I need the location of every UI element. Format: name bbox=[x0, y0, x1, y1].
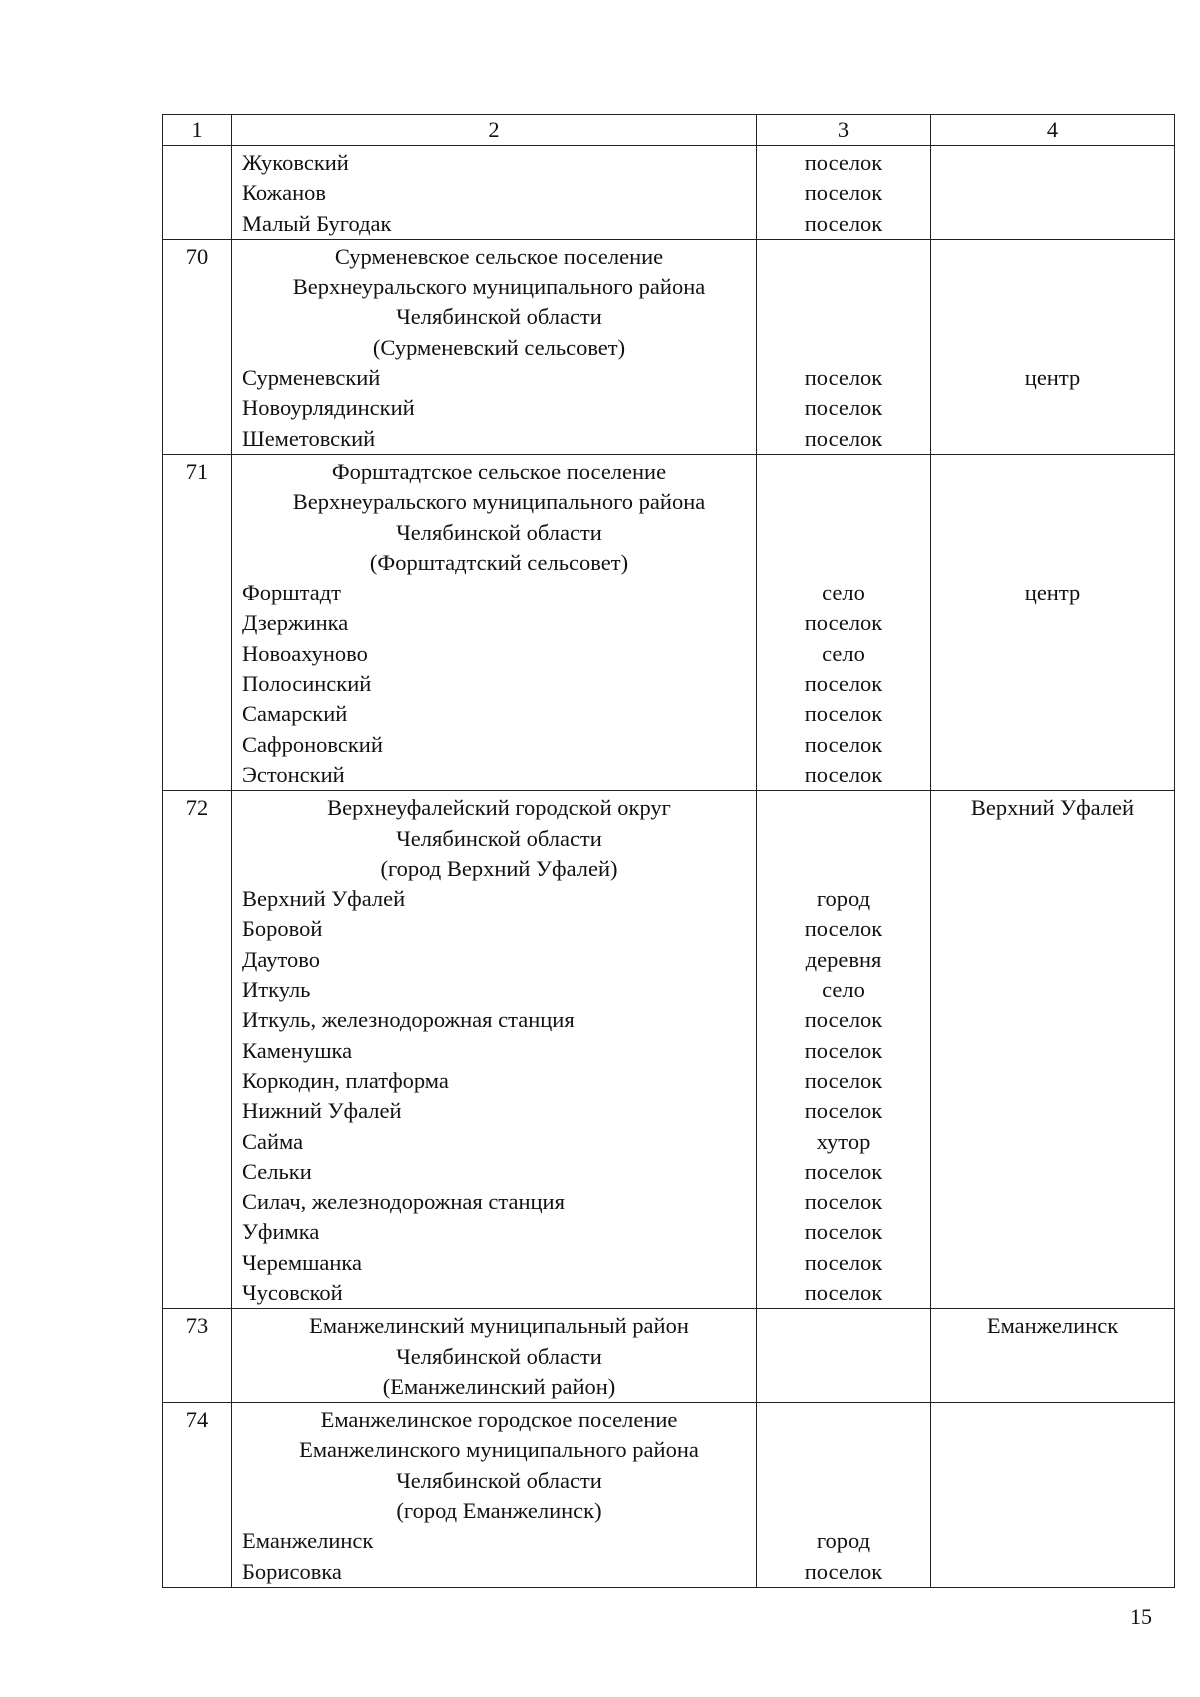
table-header-row bbox=[163, 115, 1175, 146]
spacer bbox=[757, 333, 930, 363]
municipality-title-line: Еманжелинского муниципального района bbox=[299, 1437, 699, 1463]
spacer bbox=[757, 1405, 930, 1435]
settlement-type: город bbox=[816, 886, 871, 912]
table-row bbox=[163, 791, 1175, 1309]
settlement-type-cell bbox=[757, 1403, 931, 1588]
row-number: 74 bbox=[185, 1407, 209, 1433]
admin-center: Еманжелинск bbox=[986, 1313, 1119, 1339]
municipality-title-line: Форштадтское сельское поселение bbox=[331, 458, 667, 484]
admin-center-cell bbox=[931, 146, 1175, 240]
settlement-name: Еманжелинск bbox=[242, 1528, 374, 1554]
row-number bbox=[163, 148, 231, 178]
settlement-type: поселок bbox=[804, 180, 883, 206]
municipality-title-line: Сурменевское сельское поселение bbox=[334, 243, 664, 269]
spacer bbox=[757, 302, 930, 332]
row-number-cell bbox=[163, 239, 232, 454]
row-number: 72 bbox=[185, 795, 209, 821]
settlement-type: село bbox=[822, 977, 865, 1003]
municipality-title-line: Верхнеуральского муниципального района bbox=[292, 274, 706, 300]
settlement-name: Даутово bbox=[242, 946, 320, 972]
settlement-type: деревня bbox=[805, 946, 882, 972]
municipality-cell bbox=[232, 791, 757, 1309]
municipality-title-line: Еманжелинский муниципальный район bbox=[309, 1313, 689, 1339]
spacer bbox=[757, 793, 930, 823]
settlement-type: поселок bbox=[804, 731, 883, 757]
settlement-type: село bbox=[822, 640, 865, 666]
spacer bbox=[757, 1435, 930, 1465]
spacer bbox=[931, 242, 1174, 272]
table-row bbox=[163, 239, 1175, 454]
municipality-title-line: Челябинской области bbox=[396, 1343, 602, 1369]
row-number-cell bbox=[163, 1403, 232, 1588]
settlement-name: Эстонский bbox=[242, 761, 345, 787]
header-cell-1: 1 bbox=[163, 115, 232, 146]
settlement-type: поселок bbox=[804, 1007, 883, 1033]
municipality-title-line: Челябинской области bbox=[396, 519, 602, 545]
admin-center: центр bbox=[1024, 580, 1081, 606]
spacer bbox=[757, 272, 930, 302]
settlement-name: Коркодин, платформа bbox=[242, 1067, 449, 1093]
settlement-type: город bbox=[816, 1528, 871, 1554]
municipality-title-line: Челябинской области bbox=[396, 304, 602, 330]
settlement-type: поселок bbox=[804, 671, 883, 697]
municipality-title-line: Челябинской области bbox=[396, 1467, 602, 1493]
spacer bbox=[931, 457, 1174, 487]
settlement-name: Борисовка bbox=[242, 1558, 342, 1584]
settlement-type: поселок bbox=[804, 916, 883, 942]
municipality-title-line: (Сурменевский сельсовет) bbox=[372, 334, 626, 360]
table-row bbox=[163, 1403, 1175, 1588]
admin-center: Верхний Уфалей bbox=[970, 795, 1135, 821]
spacer bbox=[757, 242, 930, 272]
settlement-name: Нижний Уфалей bbox=[242, 1098, 402, 1124]
settlement-name: Каменушка bbox=[242, 1037, 353, 1063]
settlement-type: поселок bbox=[804, 425, 883, 451]
municipality-title-line: (Форштадтский сельсовет) bbox=[369, 549, 629, 575]
settlement-type: поселок bbox=[804, 761, 883, 787]
municipality-title-line: (город Еманжелинск) bbox=[396, 1498, 602, 1524]
settlement-type: поселок bbox=[804, 150, 883, 175]
settlement-type: поселок bbox=[804, 1219, 883, 1245]
settlement-type: поселок bbox=[804, 1189, 883, 1215]
spacer bbox=[757, 487, 930, 517]
municipality-title-line: Еманжелинское городское поселение bbox=[320, 1407, 678, 1433]
spacer bbox=[931, 272, 1174, 302]
spacer bbox=[931, 548, 1174, 578]
spacer bbox=[757, 1372, 930, 1402]
settlement-name: Полосинский bbox=[242, 671, 372, 697]
spacer bbox=[757, 1496, 930, 1526]
settlement-type: село bbox=[822, 580, 865, 606]
settlement-name: Силач, железнодорожная станция bbox=[242, 1189, 565, 1215]
settlement-type-cell bbox=[757, 239, 931, 454]
page-number: 15 bbox=[1130, 1604, 1152, 1629]
row-number: 73 bbox=[185, 1313, 209, 1339]
admin-center: центр bbox=[1024, 365, 1081, 391]
settlement-name: Сафроновский bbox=[242, 731, 383, 757]
municipality-title-line: (город Верхний Уфалей) bbox=[380, 855, 618, 881]
header-cell-4: 4 bbox=[931, 115, 1175, 146]
settlement-name: Форштадт bbox=[242, 580, 341, 606]
row-number: 70 bbox=[185, 243, 209, 269]
spacer bbox=[757, 518, 930, 548]
settlement-name: Боровой bbox=[242, 916, 323, 942]
settlement-type: поселок bbox=[804, 210, 883, 236]
spacer bbox=[757, 548, 930, 578]
table-row bbox=[163, 146, 1175, 240]
admin-center-cell bbox=[931, 1403, 1175, 1588]
settlement-type: хутор bbox=[816, 1128, 871, 1154]
settlement-name: Малый Бугодак bbox=[242, 210, 392, 236]
settlement-name: Шеметовский bbox=[242, 425, 376, 451]
settlement-name: Верхний Уфалей bbox=[242, 886, 406, 912]
municipality-cell bbox=[232, 1403, 757, 1588]
settlement-name: Самарский bbox=[242, 701, 348, 727]
header-cell-3: 3 bbox=[757, 115, 931, 146]
spacer bbox=[931, 518, 1174, 548]
settlement-type: поселок bbox=[804, 1558, 883, 1584]
settlement-name: Черемшанка bbox=[242, 1249, 363, 1275]
header-cell-2: 2 bbox=[232, 115, 757, 146]
settlement-type: поселок bbox=[804, 1067, 883, 1093]
municipality-title-line: (Еманжелинский район) bbox=[382, 1373, 616, 1399]
admin-center-cell bbox=[931, 1309, 1175, 1403]
row-number-cell bbox=[163, 146, 232, 240]
settlement-name: Иткуль, железнодорожная станция bbox=[242, 1007, 575, 1033]
admin-center-cell bbox=[931, 454, 1175, 790]
settlement-type-cell bbox=[757, 791, 931, 1309]
row-number: 71 bbox=[185, 458, 209, 484]
spacer bbox=[757, 457, 930, 487]
settlement-type: поселок bbox=[804, 365, 883, 391]
settlement-name: Сурменевский bbox=[242, 365, 381, 391]
table-row bbox=[163, 454, 1175, 790]
settlement-name: Кожанов bbox=[242, 180, 327, 206]
spacer bbox=[757, 854, 930, 884]
admin-center-cell bbox=[931, 239, 1175, 454]
settlement-type-cell bbox=[757, 146, 931, 240]
spacer bbox=[931, 487, 1174, 517]
settlement-name: Новоахуново bbox=[242, 640, 368, 666]
municipality-cell bbox=[232, 239, 757, 454]
settlement-name: Чусовской bbox=[242, 1279, 343, 1305]
settlement-name: Уфимка bbox=[242, 1219, 320, 1245]
settlement-type-cell bbox=[757, 454, 931, 790]
spacer bbox=[931, 333, 1174, 363]
settlement-name: Сайма bbox=[242, 1128, 304, 1154]
settlement-type-cell bbox=[757, 1309, 931, 1403]
spacer bbox=[931, 302, 1174, 332]
row-number-cell bbox=[163, 791, 232, 1309]
settlement-name: Сельки bbox=[242, 1158, 312, 1184]
row-number-cell bbox=[163, 1309, 232, 1403]
municipality-cell bbox=[232, 146, 757, 240]
spacer bbox=[757, 1342, 930, 1372]
admin-center-cell bbox=[931, 791, 1175, 1309]
settlement-name: Новоурлядинский bbox=[242, 395, 415, 421]
municipality-title-line: Верхнеуральского муниципального района bbox=[292, 489, 706, 515]
settlement-type: поселок bbox=[804, 1098, 883, 1124]
settlement-name: Иткуль bbox=[242, 977, 311, 1003]
settlement-type: поселок bbox=[804, 1279, 883, 1305]
settlement-name: Жуковский bbox=[242, 150, 349, 175]
settlements-table bbox=[162, 114, 1175, 1588]
row-number-cell bbox=[163, 454, 232, 790]
municipality-title-line: Челябинской области bbox=[396, 825, 602, 851]
settlement-type: поселок bbox=[804, 610, 883, 636]
settlement-type: поселок bbox=[804, 395, 883, 421]
municipality-cell bbox=[232, 1309, 757, 1403]
settlement-type: поселок bbox=[804, 1158, 883, 1184]
settlement-type: поселок bbox=[804, 1249, 883, 1275]
spacer bbox=[757, 1311, 930, 1341]
municipality-cell bbox=[232, 454, 757, 790]
table-row bbox=[163, 1309, 1175, 1403]
settlement-type: поселок bbox=[804, 701, 883, 727]
settlement-name: Дзержинка bbox=[242, 610, 349, 636]
settlement-type: поселок bbox=[804, 1037, 883, 1063]
spacer bbox=[757, 1466, 930, 1496]
spacer bbox=[757, 824, 930, 854]
municipality-title-line: Верхнеуфалейский городской округ bbox=[327, 795, 671, 821]
